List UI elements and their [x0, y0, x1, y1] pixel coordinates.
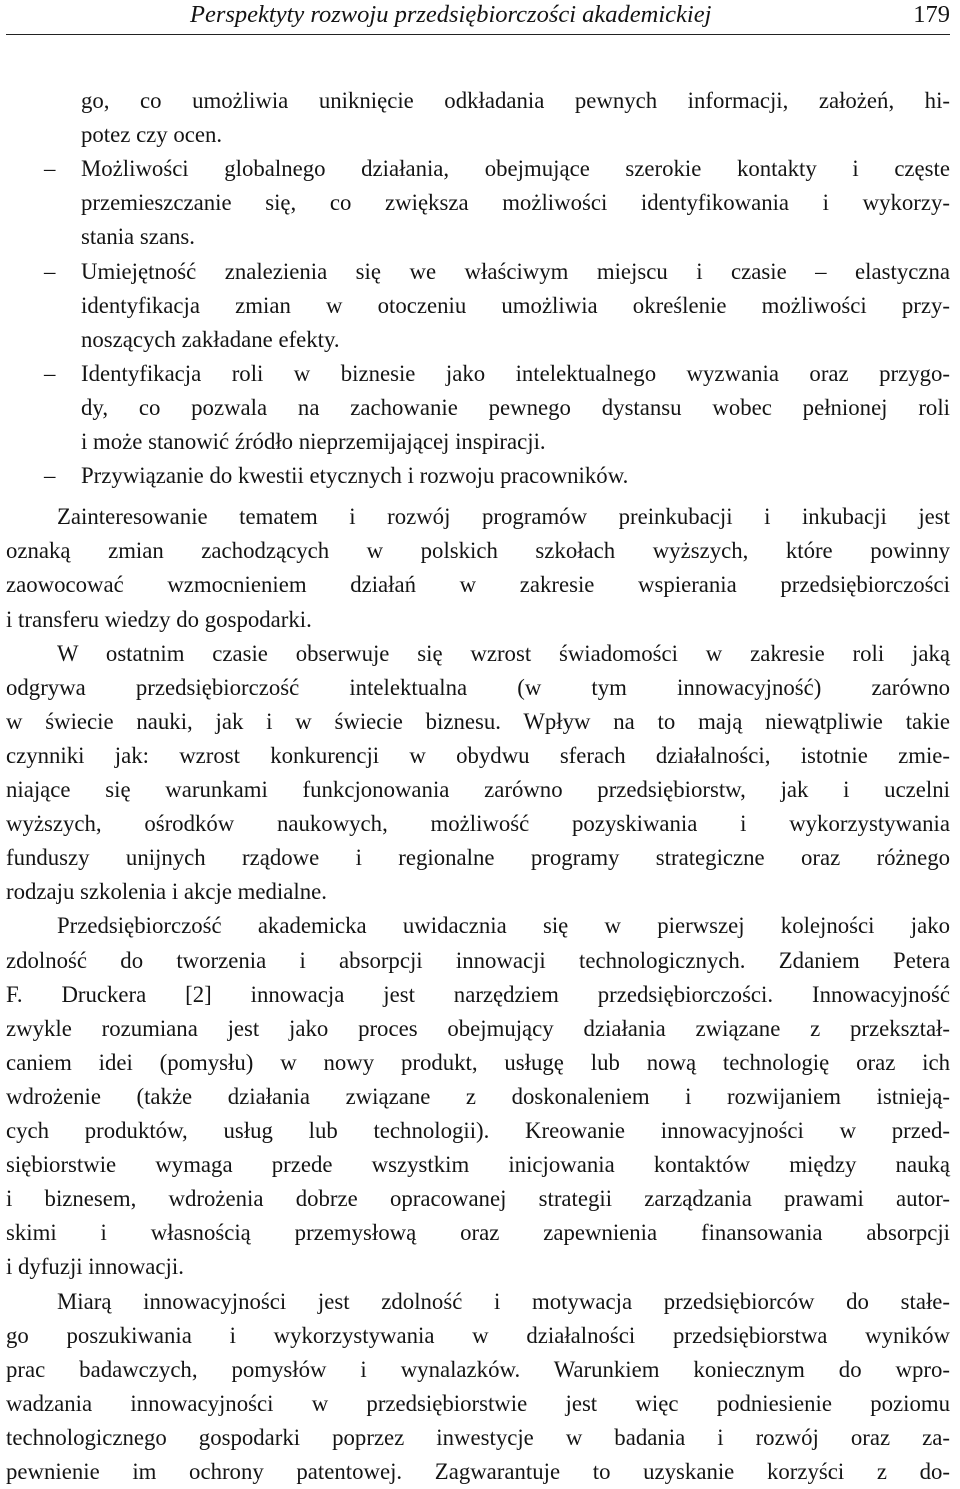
line-text: Identyfikacja roli w biznesie jako intelektualnego wyzwania oraz przygo- — [81, 360, 950, 386]
line-text: i dyfuzji innowacji. — [6, 1254, 184, 1280]
paragraph-line — [6, 568, 950, 602]
line-text: noszących zakładane efekty. — [81, 326, 340, 352]
line-text: funduszy unijnych rządowe i regionalne programy strategiczne oraz różnego — [6, 845, 950, 871]
paragraph-line — [6, 603, 950, 637]
paragraph-line — [6, 739, 950, 773]
line-text: czynniki jak: wzrost konkurencji w obydwu sferach działalności, istotnie zmie- — [6, 742, 950, 768]
line-text: Zainteresowanie tematem i rozwój programów preinkubacji i inkubacji jest — [57, 504, 950, 530]
line-text: przemieszczanie się, co zwiększa możliwości identyfikowania i wykorzy- — [81, 190, 950, 216]
paragraph-line — [6, 1012, 950, 1046]
header-title: Perspektyty rozwoju przedsiębiorczości akademickiej — [190, 1, 712, 28]
line-text: wadzania innowacyjności w przedsiębiorstwie jest więc podniesienie poziomu — [6, 1390, 950, 1416]
line-text: go poszukiwania i wykorzystywania w działalności przedsiębiorstwa wyników — [6, 1322, 950, 1348]
line-text: cych produktów, usług lub technologii). Kreowanie innowacyjności w przed- — [6, 1118, 950, 1143]
bullet-line — [6, 357, 950, 391]
bullet-line — [6, 220, 950, 254]
paragraph-line — [6, 1421, 950, 1455]
line-text: W ostatnim czasie obserwuje się wzrost świadomości w zakresie roli jaką — [57, 640, 950, 666]
line-text: potez czy ocen. — [81, 122, 223, 148]
line-text: caniem idei (pomysłu) w nowy produkt, usługę lub nową technologię oraz ich — [6, 1049, 950, 1075]
paragraph-line — [6, 1216, 950, 1250]
line-text: w świecie nauki, jak i w świecie biznesu. Wpływ na to mają niewątpliwie takie — [6, 708, 950, 734]
bullet-line — [6, 289, 950, 323]
bullet-line — [6, 391, 950, 425]
line-text: dy, co pozwala na zachowanie pewnego dystansu wobec pełnionej roli — [81, 394, 950, 420]
bullet-line — [6, 323, 950, 357]
line-text: niające się warunkami funkcjonowania zarówno przedsiębiorstw, jak i uczelni — [6, 777, 950, 802]
bullet-dash: – — [44, 258, 56, 284]
paragraph-line — [6, 1353, 950, 1387]
bullet-line — [6, 255, 950, 289]
line-text: technologicznego gospodarki poprzez inwestycje w badania i rozwój oraz za- — [6, 1424, 950, 1450]
paragraph-line — [6, 637, 950, 671]
line-text: zaowocować wzmocnieniem działań w zakresie wspierania przedsiębiorczości — [6, 572, 950, 598]
line-text: prac badawczych, pomysłów i wynalazków. Warunkiem koniecznym do wpro- — [6, 1356, 950, 1382]
bullet-line — [6, 459, 950, 493]
paragraph-line — [6, 807, 950, 841]
paragraph-line — [6, 534, 950, 568]
paragraph-line — [6, 1455, 950, 1489]
line-text: oznaką zmian zachodzących w polskich szkołach wyższych, które powinny — [6, 538, 950, 564]
paragraph-line — [6, 978, 950, 1012]
line-text: i biznesem, wdrożenia dobrze opracowanej strategii zarządzania prawami autor- — [6, 1186, 950, 1212]
line-text: odgrywa przedsiębiorczość intelektualna (w tym innowacyjność) zarówno — [6, 674, 950, 700]
line-text: pewnienie im ochrony patentowej. Zagwarantuje to uzyskanie korzyści z do- — [6, 1459, 950, 1484]
line-text: F. Druckera [2] innowacja jest narzędziem przedsiębiorczości. Innowacyjność — [6, 981, 950, 1007]
line-text: zdolność do tworzenia i absorpcji innowacji technologicznych. Zdaniem Petera — [6, 947, 950, 973]
line-text: identyfikacja zmian w otoczeniu umożliwia określenie możliwości przy- — [81, 292, 950, 318]
paragraph-line — [6, 1114, 950, 1148]
line-text: wyższych, ośrodków naukowych, możliwość pozyskiwania i wykorzystywania — [6, 811, 950, 837]
paragraph-line — [6, 1319, 950, 1353]
bullet-line — [6, 186, 950, 220]
line-text: skimi i własnością przemysłową oraz zapewnienia finansowania absorpcji — [6, 1220, 950, 1246]
paragraph-line — [6, 1250, 950, 1284]
line-text: stania szans. — [81, 224, 195, 250]
bullet-dash: – — [44, 463, 56, 489]
page-number: 179 — [913, 1, 950, 28]
bullet-line — [6, 84, 950, 118]
line-text: zwykle rozumiana jest jako proces obejmujący działania związane z przekształ- — [6, 1015, 950, 1041]
bullet-line — [6, 118, 950, 152]
paragraph-line — [6, 1046, 950, 1080]
paragraph-line — [6, 909, 950, 943]
paragraph-line — [6, 1387, 950, 1421]
bullet-dash: – — [44, 360, 56, 386]
bullet-line — [6, 425, 950, 459]
bullet-line — [6, 152, 950, 186]
bullet-dash: – — [44, 156, 56, 182]
paragraph-line — [6, 1148, 950, 1182]
line-text: siębiorstwie wymaga przede wszystkim inicjowania kontaktów między nauką — [6, 1152, 950, 1178]
paragraph-line — [6, 875, 950, 909]
line-text: wdrożenie (także działania związane z doskonaleniem i rozwijaniem istnieją- — [6, 1083, 950, 1109]
paragraph-line — [6, 500, 950, 534]
line-text: i może stanowić źródło nieprzemijającej inspiracji. — [81, 429, 546, 454]
line-text: Przywiązanie do kwestii etycznych i rozwoju pracowników. — [81, 463, 629, 489]
line-text: i transferu wiedzy do gospodarki. — [6, 606, 312, 632]
paragraph-line — [6, 1182, 950, 1216]
line-text: Możliwości globalnego działania, obejmujące szerokie kontakty i częste — [81, 156, 950, 182]
paragraph-line — [6, 841, 950, 875]
paragraph-line — [6, 944, 950, 978]
line-text: rodzaju szkolenia i akcje medialne. — [6, 879, 327, 905]
paragraph-line — [6, 705, 950, 739]
line-text: Umiejętność znalezienia się we właściwym miejscu i czasie – elastyczna — [81, 258, 950, 284]
line-text: Miarą innowacyjności jest zdolność i motywacja przedsiębiorców do stałe- — [57, 1288, 950, 1314]
paragraph-line — [6, 671, 950, 705]
running-header — [6, 0, 950, 35]
paragraph-line — [6, 1285, 950, 1319]
paragraph-line — [6, 773, 950, 807]
paragraph-line — [6, 1080, 950, 1114]
line-text: go, co umożliwia uniknięcie odkładania pewnych informacji, założeń, hi- — [81, 88, 950, 113]
line-text: Przedsiębiorczość akademicka uwidacznia się w pierwszej kolejności jako — [57, 913, 950, 939]
